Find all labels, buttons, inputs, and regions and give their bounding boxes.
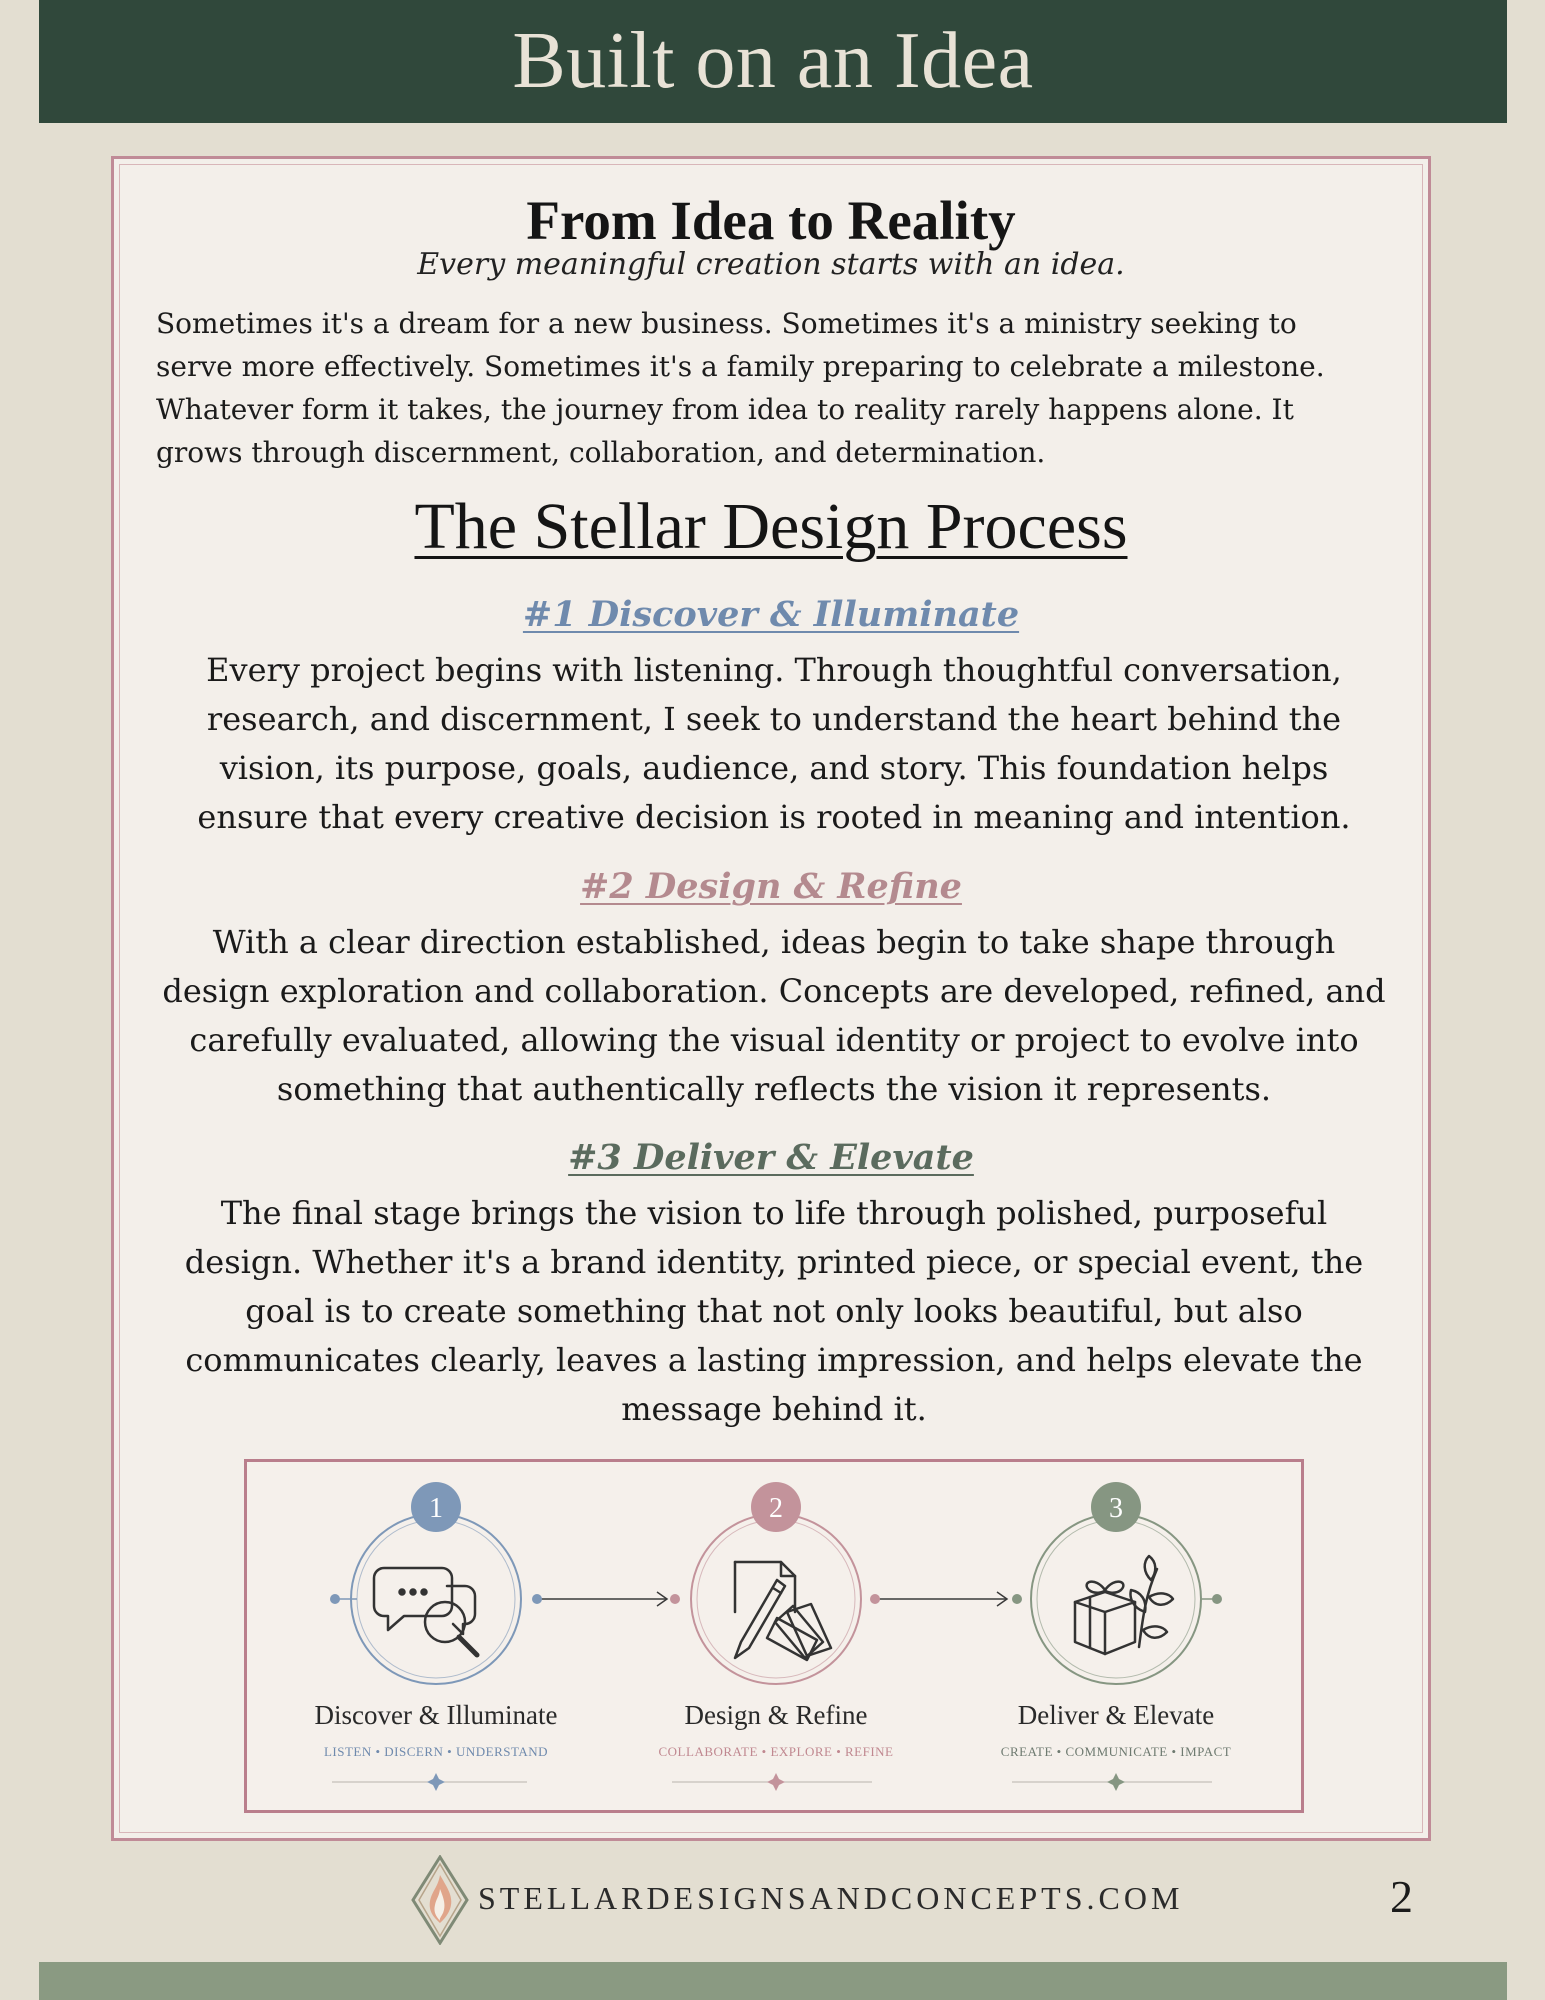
gift-leaf-icon [1075,1556,1173,1654]
chat-magnifier-icon [374,1568,477,1655]
intro-heading: From Idea to Reality [526,190,1016,251]
header-banner [39,0,1507,123]
stage-2-number: 2 [769,1493,783,1524]
stage-1-keywords: LISTEN • DISCERN • UNDERSTAND [323,1744,549,1759]
step-2-line: something that authentically reflects the vision it represents. [276,1070,1272,1108]
step-3-line: communicates clearly, leaves a lasting impression, and helps elevate the [185,1341,1363,1379]
step-3-paragraph [154,1189,1394,1434]
step-1-line: ensure that every creative decision is rooted in meaning and intention. [197,798,1351,836]
intro-line: serve more effectively. Sometimes it's a family preparing to celebrate a milestone. [156,350,1325,383]
footer-url[interactable]: STELLARDESIGNSANDCONCEPTS.COM [478,1880,1184,1916]
stage-2-keywords: COLLABORATE • EXPLORE • REFINE [658,1744,894,1759]
step-3-line: design. Whether it's a brand identity, printed piece, or special event, the [184,1243,1364,1281]
page-title: Built on an Idea [512,17,1034,105]
step-1-line: vision, its purpose, goals, audience, and story. This foundation helps [219,749,1329,787]
stage-1-number: 1 [429,1493,443,1524]
step-3-heading [114,1137,1428,1178]
step-2-heading-text: #2 Design & Refine [580,866,962,907]
process-diagram-graphic [247,1462,1301,1810]
diamond-flame-logo [410,1855,470,1945]
intro-tagline: Every meaningful creation starts with an idea. [417,247,1125,282]
pencil-swatch-icon [735,1562,831,1660]
process-diagram [244,1459,1304,1813]
intro-line: Sometimes it's a dream for a new business. Sometimes it's a ministry seeking to [156,307,1297,340]
step-1-heading [114,594,1428,635]
intro-paragraph [156,302,1396,474]
footer-banner [39,1962,1507,2000]
process-title-text: The Stellar Design Process [414,490,1128,563]
stage-2-title: Design & Refine [684,1700,868,1730]
step-3-line: The final stage brings the vision to life through polished, purposeful [220,1194,1328,1232]
step-2-line: design exploration and collaboration. Concepts are developed, refined, and [162,972,1386,1010]
step-2-paragraph [154,918,1394,1114]
intro-line: Whatever form it takes, the journey from idea to reality rarely happens alone. It [156,393,1294,426]
step-2-line: carefully evaluated, allowing the visual identity or project to evolve into [189,1021,1359,1059]
stage-3-title: Deliver & Elevate [1017,1700,1215,1730]
stage-3-number: 3 [1109,1493,1123,1524]
step-2-heading [114,866,1428,907]
step-3-line: goal is to create something that not only looks beautiful, but also [245,1292,1303,1330]
stage-1-title: Discover & Illuminate [314,1700,558,1730]
page-number: 2 [1390,1871,1413,1922]
step-1-paragraph [154,646,1394,842]
step-1-line: research, and discernment, I seek to understand the heart behind the [206,700,1342,738]
step-1-line: Every project begins with listening. Through thoughtful conversation, [206,651,1342,689]
stage-3-keywords: CREATE • COMMUNICATE • IMPACT [1000,1744,1232,1759]
content-panel [111,156,1431,1841]
step-2-line: With a clear direction established, ideas begin to take shape through [212,923,1336,961]
intro-line: grows through discernment, collaboration, and determination. [156,436,1046,469]
step-3-heading-text: #3 Deliver & Elevate [568,1137,974,1178]
step-3-line: message behind it. [621,1390,927,1428]
step-1-heading-text: #1 Discover & Illuminate [522,594,1020,635]
process-title [114,489,1428,565]
